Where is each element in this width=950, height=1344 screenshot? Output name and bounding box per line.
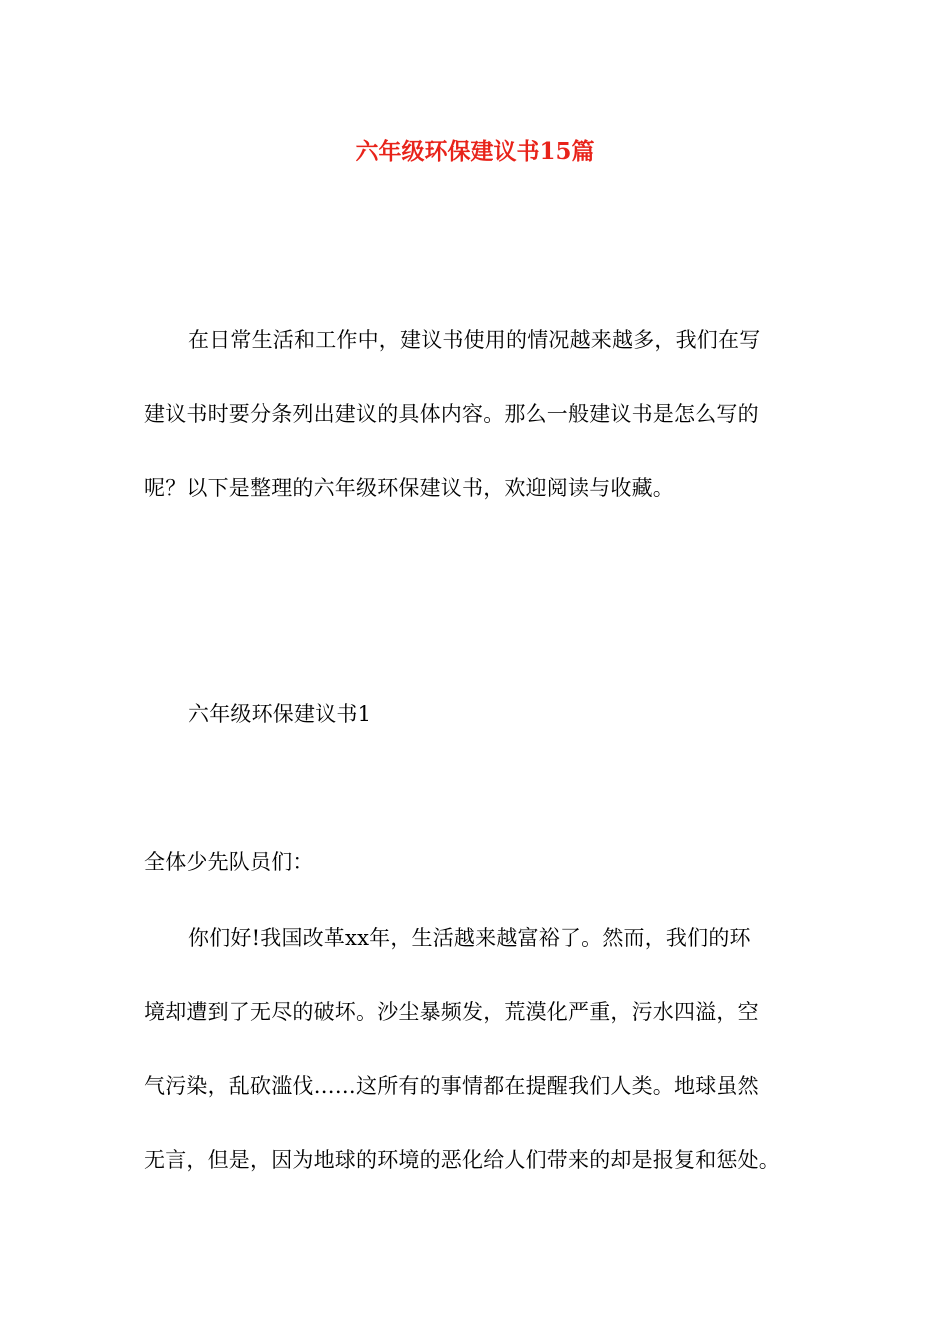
intro-line-3: 呢？以下是整理的六年级环保建议书，欢迎阅读与收藏。 [144, 476, 674, 500]
intro-line-1: 在日常生活和工作中，建议书使用的情况越来越多，我们在写 [188, 328, 761, 352]
section-heading: 六年级环保建议书1 [188, 702, 372, 726]
document-title: 六年级环保建议书15篇 [355, 138, 595, 165]
body-line-3: 气污染，乱砍滥伐……这所有的事情都在提醒我们人类。地球虽然 [144, 1074, 759, 1098]
body-line-1: 你们好!我国改革xx年，生活越来越富裕了。然而，我们的环 [188, 926, 751, 950]
salutation: 全体少先队员们： [144, 850, 314, 874]
body-line-2: 境却遭到了无尽的破坏。沙尘暴频发，荒漠化严重，污水四溢，空 [144, 1000, 759, 1024]
intro-line-2: 建议书时要分条列出建议的具体内容。那么一般建议书是怎么写的 [144, 402, 759, 426]
body-line-4: 无言，但是，因为地球的环境的恶化给人们带来的却是报复和惩处。 [144, 1148, 780, 1172]
